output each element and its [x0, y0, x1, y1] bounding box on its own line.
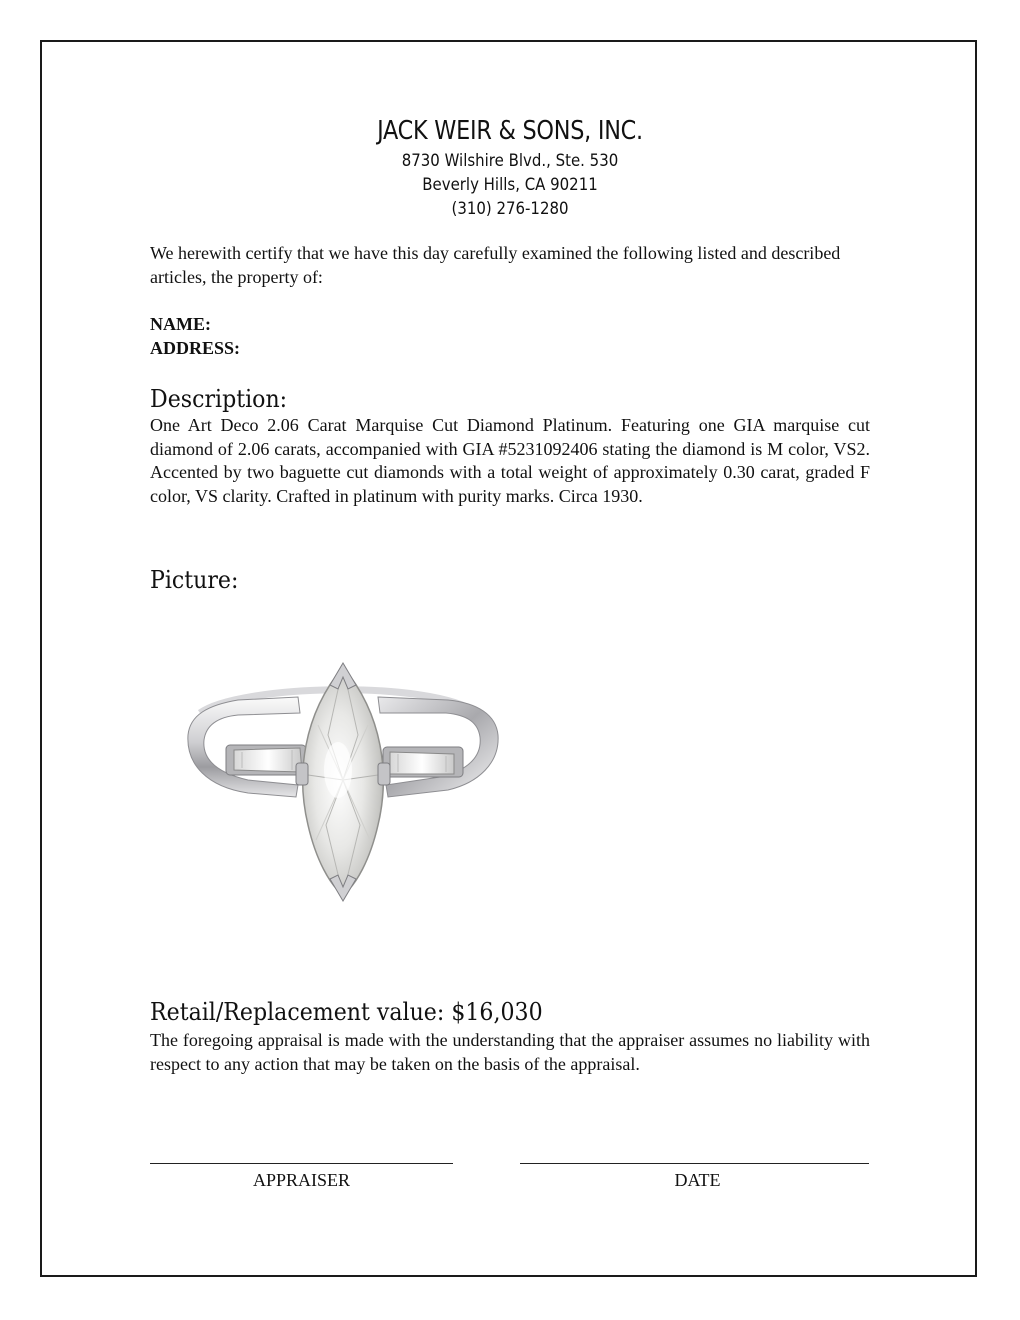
ring-photo — [178, 655, 508, 910]
appraiser-label: APPRAISER — [252, 1170, 351, 1190]
name-label: NAME: — [150, 314, 211, 334]
picture-heading: Picture: — [150, 566, 239, 594]
certification-statement: We herewith certify that we have this day carefully examined the following listed and described articles, the property of: — [150, 243, 841, 287]
letterhead — [0, 114, 1020, 221]
company-name: JACK WEIR & SONS, INC. — [377, 116, 643, 146]
appraiser-signature-line — [150, 1163, 453, 1164]
company-phone: (310) 276-1280 — [451, 199, 569, 219]
date-label: DATE — [674, 1170, 721, 1190]
company-street-address: 8730 Wilshire Blvd., Ste. 530 — [401, 151, 619, 171]
description-heading: Description: — [150, 385, 288, 413]
description-body: One Art Deco 2.06 Carat Marquise Cut Diamond Platinum. Featuring one GIA marquise cut diamond of 2.06 carats, accompanied with GIA #5231092406 stating the diamond is M color, VS2. Accented by two baguette cut diamonds with a total weight of approximately 0.30 carat, graded F color, VS clarity. Crafted in platinum with purity marks. Circa 1930. — [150, 415, 870, 506]
company-city-state-zip: Beverly Hills, CA 90211 — [422, 175, 598, 195]
address-label: ADDRESS: — [150, 337, 241, 358]
liability-disclaimer: The foregoing appraisal is made with the understanding that the appraiser assumes no liability with respect to any action that may be taken on the basis of the appraisal. — [150, 1030, 870, 1074]
retail-value: Retail/Replacement value: $16,030 — [150, 998, 543, 1026]
date-signature-line — [520, 1163, 869, 1164]
owner-fields — [150, 313, 870, 360]
